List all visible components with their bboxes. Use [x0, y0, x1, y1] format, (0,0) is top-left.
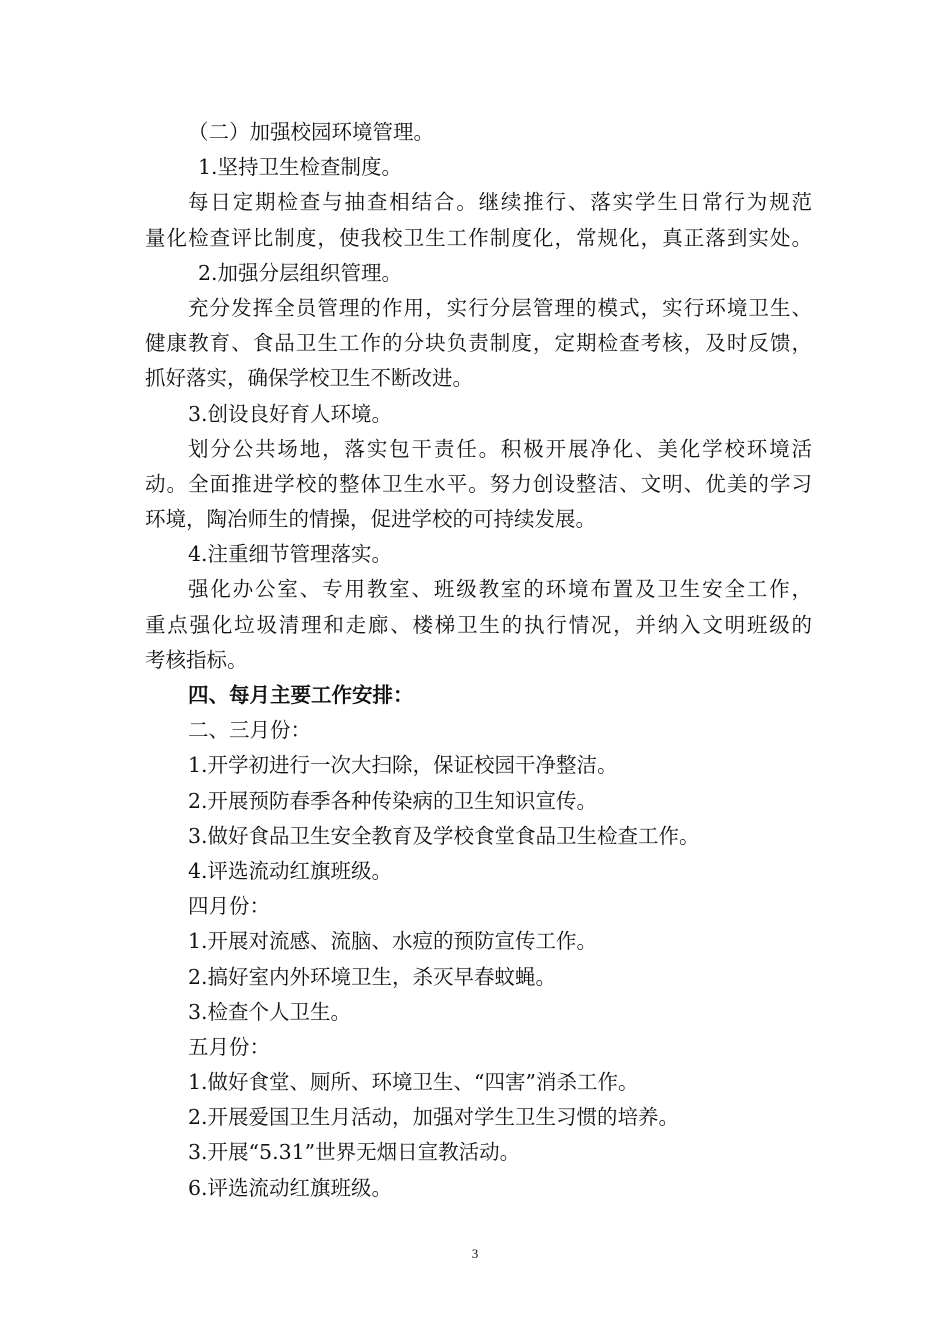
month-heading: 二、三月份： [188, 718, 311, 743]
list-item: 2.开展预防春季各种传染病的卫生知识宣传。 [188, 788, 598, 813]
list-item: 2.开展爱国卫生月活动，加强对学生卫生习惯的培养。 [188, 1105, 680, 1130]
chapter-heading: 四、每月主要工作安排： [188, 683, 414, 707]
page-number: 3 [471, 1246, 479, 1261]
paragraph-line: 量化检查评比制度，使我校卫生工作制度化，常规化，真正落到实处。 [145, 225, 812, 250]
paragraph-line: 重点强化垃圾清理和走廊、楼梯卫生的执行情况，并纳入文明班级的 [145, 612, 812, 637]
list-item: 3.检查个人卫生。 [188, 999, 352, 1024]
list-item: 1.做好食堂、厕所、环境卫生、“四害”消杀工作。 [188, 1070, 639, 1095]
item-heading: 4.注重细节管理落实。 [188, 542, 393, 567]
paragraph-line: 抓好落实，确保学校卫生不断改进。 [145, 366, 473, 391]
paragraph-line: 环境，陶冶师生的情操，促进学校的可持续发展。 [145, 507, 596, 532]
list-item: 4.评选流动红旗班级。 [188, 858, 393, 883]
item-heading: 3.创设良好育人环境。 [188, 401, 393, 426]
paragraph-line: 考核指标。 [145, 647, 248, 672]
list-item: 1.开展对流感、流脑、水痘的预防宣传工作。 [188, 929, 598, 954]
month-heading: 四月份： [188, 894, 270, 919]
item-heading: 2.加强分层组织管理。 [198, 260, 403, 285]
item-heading: 1.坚持卫生检查制度。 [198, 155, 403, 180]
list-item: 1.开学初进行一次大扫除，保证校园干净整洁。 [188, 753, 618, 778]
paragraph-line: 划分公共场地，落实包干责任。积极开展净化、美化学校环境活 [188, 436, 812, 461]
paragraph-line: 动。全面推进学校的整体卫生水平。努力创设整洁、文明、优美的学习 [145, 471, 812, 496]
list-item: 3.开展“5.31”世界无烟日宣教活动。 [188, 1140, 521, 1165]
list-item: 6.评选流动红旗班级。 [188, 1175, 393, 1200]
paragraph-line: 健康教育、食品卫生工作的分块负责制度，定期检查考核，及时反馈， [145, 331, 812, 356]
paragraph-line: 充分发挥全员管理的作用，实行分层管理的模式，实行环境卫生、 [188, 295, 812, 320]
section-heading: （二）加强校园环境管理。 [188, 120, 434, 144]
paragraph-line: 强化办公室、专用教室、班级教室的环境布置及卫生安全工作， [188, 577, 812, 602]
document-body [145, 115, 812, 1206]
month-heading: 五月份： [188, 1034, 270, 1059]
paragraph-line: 每日定期检查与抽查相结合。继续推行、落实学生日常行为规范 [188, 190, 812, 215]
list-item: 3.做好食品卫生安全教育及学校食堂食品卫生检查工作。 [188, 823, 700, 848]
list-item: 2.搞好室内外环境卫生，杀灭早春蚊蝇。 [188, 964, 557, 989]
